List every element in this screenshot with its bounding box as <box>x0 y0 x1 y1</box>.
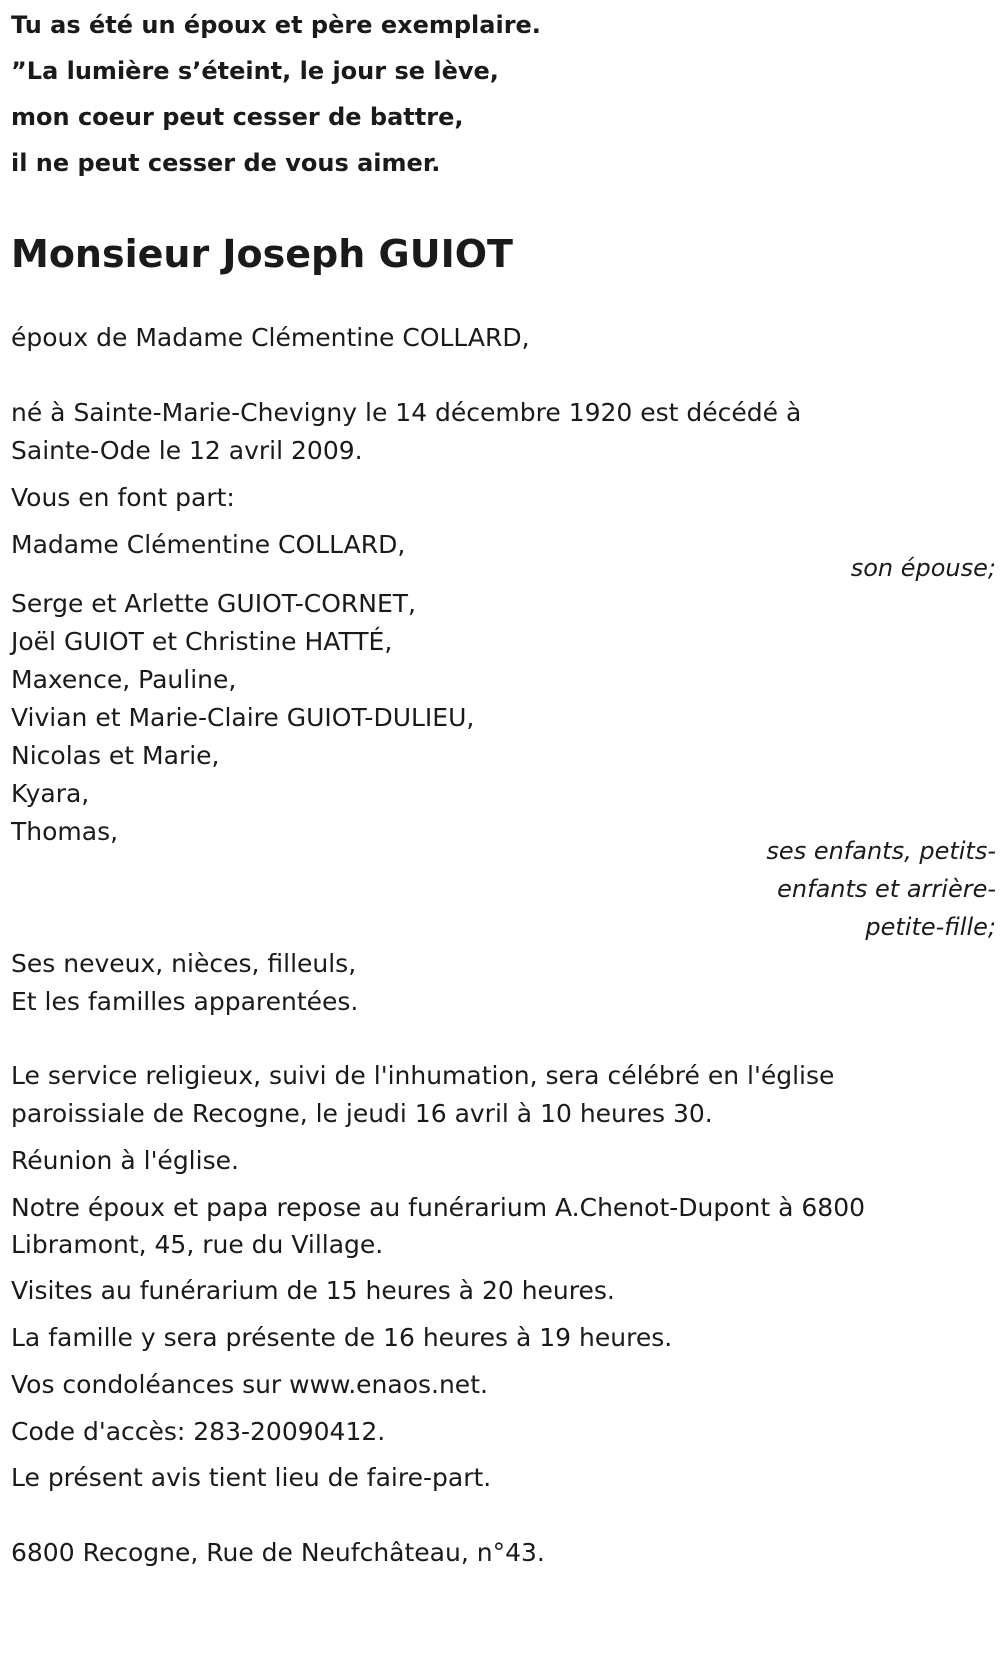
service-line-2: paroissiale de Recogne, le jeudi 16 avril à 10 heures 30. <box>11 1099 713 1128</box>
children-role <box>766 831 996 947</box>
list-item: Thomas, <box>11 817 119 846</box>
condolences-line: Vos condoléances sur www.enaos.net. <box>11 1370 488 1399</box>
wife-name: Madame Clémentine COLLARD, <box>11 530 406 559</box>
list-item: Vivian et Marie-Claire GUIOT-DULIEU, <box>11 703 475 732</box>
visits-line: Visites au funérarium de 15 heures à 20 heures. <box>11 1276 615 1305</box>
children-list <box>11 584 474 852</box>
role-line: enfants et arrière- <box>777 875 996 903</box>
list-item: Joël GUIOT et Christine HATTÉ, <box>11 627 393 656</box>
address-line: 6800 Recogne, Rue de Neufchâteau, n°43. <box>11 1538 545 1567</box>
list-item: Nicolas et Marie, <box>11 741 220 770</box>
spouse-line: époux de Madame Clémentine COLLARD, <box>11 323 530 352</box>
list-item: Kyara, <box>11 779 90 808</box>
intro-line: mon coeur peut cesser de battre, <box>11 103 464 131</box>
role-line: petite-fille; <box>865 913 996 941</box>
list-item: Serge et Arlette GUIOT-CORNET, <box>11 589 416 618</box>
rest-line-2: Libramont, 45, rue du Village. <box>11 1230 384 1259</box>
intro-poem <box>11 1 541 188</box>
intro-line: Tu as été un époux et père exemplaire. <box>11 11 541 39</box>
wife-role: son épouse; <box>850 554 996 582</box>
intro-line: ”La lumière s’éteint, le jour se lève, <box>11 57 499 85</box>
list-item: Maxence, Pauline, <box>11 665 237 694</box>
meeting-line: Réunion à l'église. <box>11 1146 239 1175</box>
intro-line: il ne peut cesser de vous aimer. <box>11 149 441 177</box>
announcement: Vous en font part: <box>11 483 235 512</box>
list-item: Ses neveux, nièces, filleuls, <box>11 949 357 978</box>
list-item: Et les familles apparentées. <box>11 987 359 1016</box>
family-present-line: La famille y sera présente de 16 heures à 19 heures. <box>11 1323 673 1352</box>
deceased-name: Monsieur Joseph GUIOT <box>11 232 513 276</box>
access-code-line: Code d'accès: 283-20090412. <box>11 1417 386 1446</box>
birth-death-line-1: né à Sainte-Marie-Chevigny le 14 décembre 1920 est décédé à <box>11 398 802 427</box>
role-line: ses enfants, petits- <box>766 837 996 865</box>
service-line-1: Le service religieux, suivi de l'inhumation, sera célébré en l'église <box>11 1061 835 1090</box>
relatives-list <box>11 944 358 1022</box>
birth-death-line-2: Sainte-Ode le 12 avril 2009. <box>11 436 363 465</box>
notice-line: Le présent avis tient lieu de faire-part. <box>11 1463 492 1492</box>
rest-line-1: Notre époux et papa repose au funérarium A.Chenot-Dupont à 6800 <box>11 1193 866 1222</box>
